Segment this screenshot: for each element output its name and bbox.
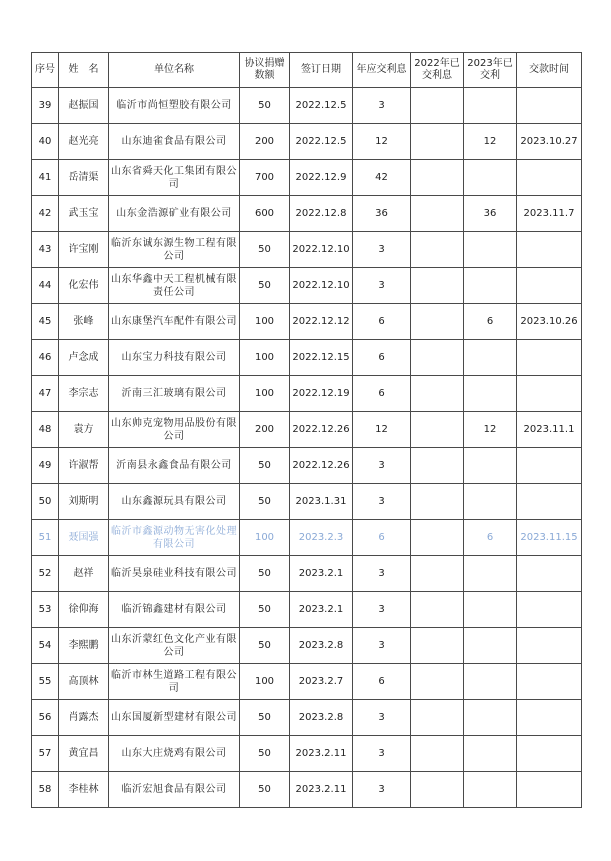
- cell-name: 袁方: [59, 412, 109, 448]
- cell-company: 山东大庄烧鸡有限公司: [109, 736, 240, 772]
- cell-payment-time: 2023.10.26: [517, 304, 582, 340]
- cell-payment-time: [517, 736, 582, 772]
- cell-amount: 50: [240, 736, 290, 772]
- cell-2022-paid: [411, 304, 464, 340]
- cell-date: 2023.2.11: [290, 772, 353, 808]
- cell-annual-interest: 3: [353, 628, 411, 664]
- cell-annual-interest: 6: [353, 304, 411, 340]
- cell-company: 山东迪雀食品有限公司: [109, 124, 240, 160]
- header-annual-interest: 年应交利息: [353, 53, 411, 88]
- cell-annual-interest: 3: [353, 700, 411, 736]
- cell-company: 临沂市林生道路工程有限公司: [109, 664, 240, 700]
- cell-2023-paid: [464, 376, 517, 412]
- cell-2022-paid: [411, 664, 464, 700]
- header-name: 姓 名: [59, 53, 109, 88]
- cell-payment-time: [517, 340, 582, 376]
- cell-company: 临沂宏旭食品有限公司: [109, 772, 240, 808]
- cell-index: 47: [32, 376, 59, 412]
- cell-payment-time: [517, 268, 582, 304]
- cell-payment-time: [517, 88, 582, 124]
- cell-2022-paid: [411, 520, 464, 556]
- cell-2022-paid: [411, 340, 464, 376]
- cell-payment-time: 2023.11.1: [517, 412, 582, 448]
- table-row: [32, 412, 582, 448]
- cell-2022-paid: [411, 196, 464, 232]
- cell-index: 53: [32, 592, 59, 628]
- header-date: 签订日期: [290, 53, 353, 88]
- cell-company: 山东鑫源玩具有限公司: [109, 484, 240, 520]
- cell-2023-paid: [464, 448, 517, 484]
- cell-date: 2023.2.8: [290, 628, 353, 664]
- cell-index: 48: [32, 412, 59, 448]
- cell-2023-paid: [464, 268, 517, 304]
- cell-index: 56: [32, 700, 59, 736]
- header-amount: 协议捐赠数额: [240, 53, 290, 88]
- cell-2023-paid: 12: [464, 124, 517, 160]
- cell-payment-time: [517, 664, 582, 700]
- cell-index: 52: [32, 556, 59, 592]
- cell-name: 赵光亮: [59, 124, 109, 160]
- cell-company: 临沂市尚恒塑胶有限公司: [109, 88, 240, 124]
- cell-date: 2022.12.26: [290, 448, 353, 484]
- cell-2022-paid: [411, 484, 464, 520]
- cell-amount: 50: [240, 484, 290, 520]
- cell-index: 40: [32, 124, 59, 160]
- cell-2023-paid: [464, 556, 517, 592]
- cell-annual-interest: 3: [353, 556, 411, 592]
- table-row: [32, 232, 582, 268]
- cell-payment-time: [517, 376, 582, 412]
- header-payment-time: 交款时间: [517, 53, 582, 88]
- cell-company: 沂南三汇玻璃有限公司: [109, 376, 240, 412]
- cell-payment-time: [517, 772, 582, 808]
- cell-2022-paid: [411, 592, 464, 628]
- cell-2023-paid: 12: [464, 412, 517, 448]
- cell-index: 44: [32, 268, 59, 304]
- cell-company: 临沂昊泉硅业科技有限公司: [109, 556, 240, 592]
- cell-amount: 50: [240, 268, 290, 304]
- cell-date: 2022.12.8: [290, 196, 353, 232]
- table-row: [32, 736, 582, 772]
- cell-annual-interest: 12: [353, 124, 411, 160]
- cell-annual-interest: 12: [353, 412, 411, 448]
- cell-2023-paid: [464, 340, 517, 376]
- cell-payment-time: [517, 232, 582, 268]
- cell-annual-interest: 6: [353, 664, 411, 700]
- cell-payment-time: 2023.11.7: [517, 196, 582, 232]
- cell-2023-paid: 36: [464, 196, 517, 232]
- table-row: [32, 376, 582, 412]
- cell-date: 2023.1.31: [290, 484, 353, 520]
- cell-index: 39: [32, 88, 59, 124]
- cell-2023-paid: [464, 88, 517, 124]
- cell-annual-interest: 3: [353, 736, 411, 772]
- cell-date: 2023.2.11: [290, 736, 353, 772]
- cell-2022-paid: [411, 700, 464, 736]
- donation-table: [31, 52, 582, 808]
- cell-annual-interest: 3: [353, 772, 411, 808]
- cell-2022-paid: [411, 772, 464, 808]
- cell-annual-interest: 6: [353, 376, 411, 412]
- table-row: [32, 700, 582, 736]
- cell-index: 43: [32, 232, 59, 268]
- cell-amount: 50: [240, 88, 290, 124]
- cell-annual-interest: 3: [353, 88, 411, 124]
- cell-index: 51: [32, 520, 59, 556]
- cell-payment-time: 2023.10.27: [517, 124, 582, 160]
- table-row: [32, 88, 582, 124]
- cell-payment-time: [517, 448, 582, 484]
- header-index: 序号: [32, 53, 59, 88]
- cell-date: 2022.12.10: [290, 268, 353, 304]
- cell-company: 山东沂蒙红色文化产业有限公司: [109, 628, 240, 664]
- table-row: [32, 160, 582, 196]
- cell-name: 李熙鹏: [59, 628, 109, 664]
- cell-name: 武玉宝: [59, 196, 109, 232]
- cell-payment-time: [517, 700, 582, 736]
- cell-name: 李宗志: [59, 376, 109, 412]
- cell-amount: 50: [240, 556, 290, 592]
- cell-company: 山东帅克宠物用品股份有限公司: [109, 412, 240, 448]
- cell-annual-interest: 3: [353, 448, 411, 484]
- cell-2022-paid: [411, 412, 464, 448]
- cell-amount: 100: [240, 340, 290, 376]
- cell-name: 肖露杰: [59, 700, 109, 736]
- cell-payment-time: [517, 484, 582, 520]
- table-row: [32, 520, 582, 556]
- cell-payment-time: [517, 592, 582, 628]
- cell-name: 卢念成: [59, 340, 109, 376]
- cell-name: 岳清渠: [59, 160, 109, 196]
- table-row: [32, 484, 582, 520]
- cell-company: 临沂东诚东源生物工程有限公司: [109, 232, 240, 268]
- cell-date: 2023.2.3: [290, 520, 353, 556]
- cell-2022-paid: [411, 556, 464, 592]
- cell-name: 李桂林: [59, 772, 109, 808]
- table-row: [32, 304, 582, 340]
- cell-2022-paid: [411, 736, 464, 772]
- cell-index: 41: [32, 160, 59, 196]
- cell-annual-interest: 3: [353, 484, 411, 520]
- cell-date: 2022.12.10: [290, 232, 353, 268]
- cell-date: 2023.2.7: [290, 664, 353, 700]
- cell-amount: 50: [240, 232, 290, 268]
- header-2022-paid: 2022年已交利息: [411, 53, 464, 88]
- cell-amount: 200: [240, 412, 290, 448]
- cell-company: 山东康堡汽车配件有限公司: [109, 304, 240, 340]
- cell-amount: 600: [240, 196, 290, 232]
- cell-name: 许宝刚: [59, 232, 109, 268]
- cell-amount: 50: [240, 592, 290, 628]
- cell-annual-interest: 3: [353, 268, 411, 304]
- cell-date: 2023.2.1: [290, 592, 353, 628]
- cell-date: 2023.2.1: [290, 556, 353, 592]
- cell-2023-paid: [464, 772, 517, 808]
- cell-name: 化宏伟: [59, 268, 109, 304]
- cell-date: 2022.12.26: [290, 412, 353, 448]
- header-company: 单位名称: [109, 53, 240, 88]
- cell-index: 58: [32, 772, 59, 808]
- cell-date: 2022.12.19: [290, 376, 353, 412]
- cell-index: 55: [32, 664, 59, 700]
- cell-date: 2022.12.12: [290, 304, 353, 340]
- cell-annual-interest: 6: [353, 340, 411, 376]
- cell-name: 黄宜昌: [59, 736, 109, 772]
- cell-name: 徐仰海: [59, 592, 109, 628]
- cell-amount: 100: [240, 664, 290, 700]
- cell-annual-interest: 42: [353, 160, 411, 196]
- cell-2023-paid: [464, 484, 517, 520]
- cell-index: 50: [32, 484, 59, 520]
- cell-amount: 50: [240, 448, 290, 484]
- cell-name: 赵振国: [59, 88, 109, 124]
- cell-2022-paid: [411, 124, 464, 160]
- table-row: [32, 628, 582, 664]
- cell-amount: 100: [240, 376, 290, 412]
- cell-2023-paid: 6: [464, 304, 517, 340]
- cell-amount: 50: [240, 772, 290, 808]
- cell-2023-paid: [464, 232, 517, 268]
- cell-2023-paid: [464, 664, 517, 700]
- cell-date: 2022.12.15: [290, 340, 353, 376]
- cell-name: 许淑帮: [59, 448, 109, 484]
- cell-amount: 700: [240, 160, 290, 196]
- cell-2022-paid: [411, 376, 464, 412]
- table-row: [32, 268, 582, 304]
- cell-date: 2023.2.8: [290, 700, 353, 736]
- cell-date: 2022.12.5: [290, 124, 353, 160]
- cell-company: 山东国厦新型建材有限公司: [109, 700, 240, 736]
- cell-2023-paid: [464, 736, 517, 772]
- table-row: [32, 664, 582, 700]
- table-header-row: [32, 53, 582, 88]
- cell-annual-interest: 36: [353, 196, 411, 232]
- table-body: [32, 88, 582, 808]
- cell-index: 46: [32, 340, 59, 376]
- table-row: [32, 556, 582, 592]
- cell-amount: 50: [240, 628, 290, 664]
- cell-amount: 100: [240, 520, 290, 556]
- table-row: [32, 448, 582, 484]
- cell-2022-paid: [411, 268, 464, 304]
- cell-payment-time: 2023.11.15: [517, 520, 582, 556]
- cell-2022-paid: [411, 448, 464, 484]
- cell-index: 42: [32, 196, 59, 232]
- cell-name: 刘斯明: [59, 484, 109, 520]
- cell-annual-interest: 3: [353, 232, 411, 268]
- cell-index: 45: [32, 304, 59, 340]
- cell-date: 2022.12.9: [290, 160, 353, 196]
- cell-company: 山东华鑫中天工程机械有限责任公司: [109, 268, 240, 304]
- cell-amount: 200: [240, 124, 290, 160]
- cell-name: 赵祥: [59, 556, 109, 592]
- cell-annual-interest: 3: [353, 592, 411, 628]
- cell-2023-paid: [464, 628, 517, 664]
- cell-date: 2022.12.5: [290, 88, 353, 124]
- cell-2023-paid: [464, 700, 517, 736]
- cell-amount: 50: [240, 700, 290, 736]
- cell-2023-paid: [464, 592, 517, 628]
- cell-company: 山东省舜天化工集团有限公司: [109, 160, 240, 196]
- cell-amount: 100: [240, 304, 290, 340]
- cell-payment-time: [517, 628, 582, 664]
- cell-index: 57: [32, 736, 59, 772]
- cell-index: 49: [32, 448, 59, 484]
- cell-2022-paid: [411, 88, 464, 124]
- cell-payment-time: [517, 556, 582, 592]
- cell-2023-paid: 6: [464, 520, 517, 556]
- table-row: [32, 196, 582, 232]
- cell-index: 54: [32, 628, 59, 664]
- cell-company: 临沂锦鑫建材有限公司: [109, 592, 240, 628]
- cell-name: 张峰: [59, 304, 109, 340]
- table-row: [32, 340, 582, 376]
- table-row: [32, 592, 582, 628]
- cell-2022-paid: [411, 232, 464, 268]
- cell-company: 山东金浩源矿业有限公司: [109, 196, 240, 232]
- cell-company: 临沂市鑫源动物无害化处理有限公司: [109, 520, 240, 556]
- cell-company: 沂南县永鑫食品有限公司: [109, 448, 240, 484]
- cell-2023-paid: [464, 160, 517, 196]
- cell-name: 高顶林: [59, 664, 109, 700]
- header-2023-paid: 2023年已交利: [464, 53, 517, 88]
- table-row: [32, 124, 582, 160]
- cell-payment-time: [517, 160, 582, 196]
- cell-annual-interest: 6: [353, 520, 411, 556]
- cell-company: 山东宝力科技有限公司: [109, 340, 240, 376]
- cell-2022-paid: [411, 160, 464, 196]
- table-row: [32, 772, 582, 808]
- cell-name: 聂国强: [59, 520, 109, 556]
- cell-2022-paid: [411, 628, 464, 664]
